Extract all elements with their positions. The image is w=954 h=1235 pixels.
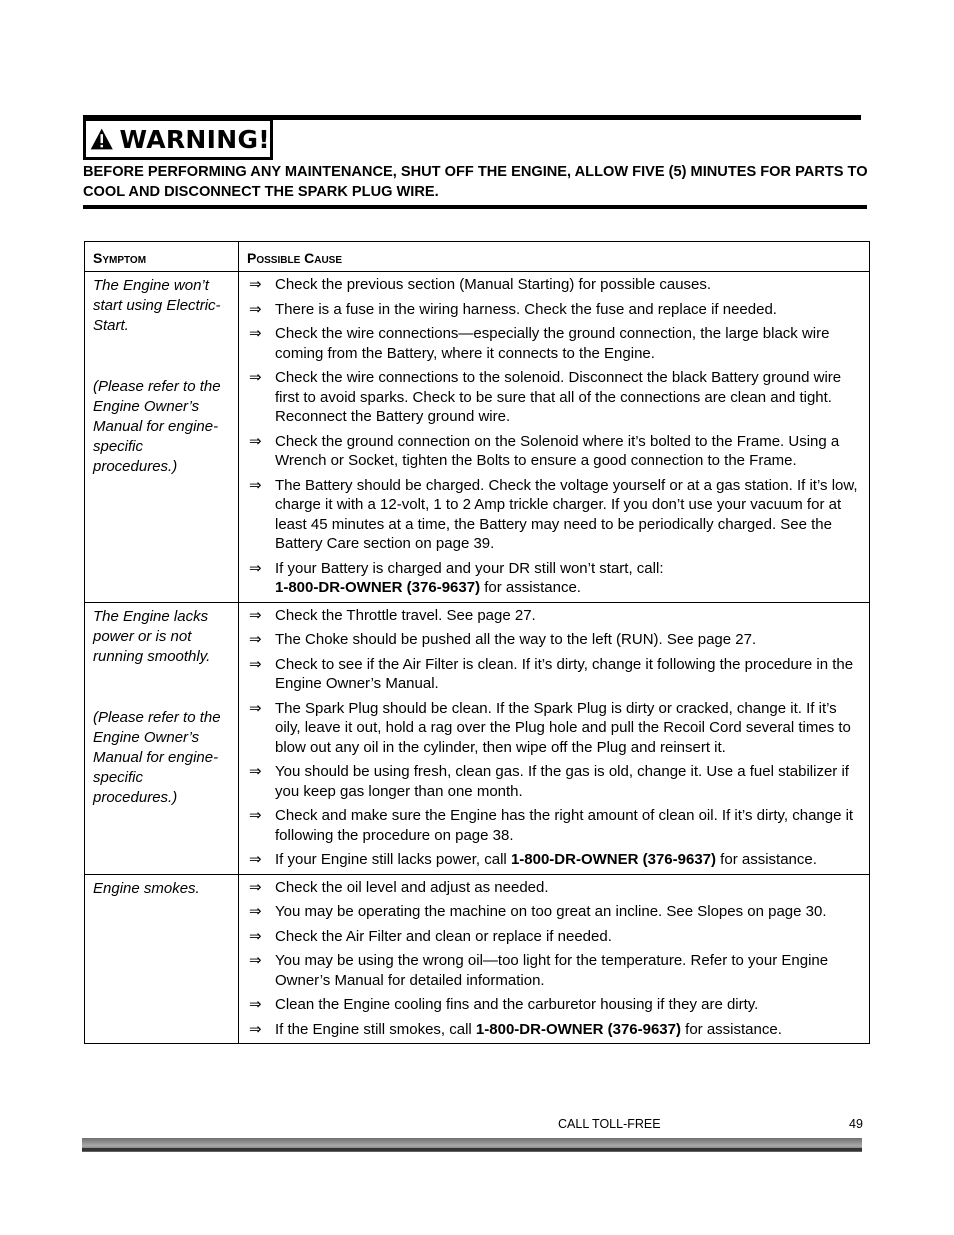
phone-number: 1-800-DR-OWNER (376-9637) — [275, 579, 481, 596]
cause-text: Check the oil level and adjust as needed. — [275, 878, 549, 896]
page-number: 49 — [849, 1117, 863, 1131]
arrow-right-icon: ⇒ — [249, 654, 262, 673]
arrow-right-icon: ⇒ — [249, 605, 262, 624]
arrow-right-icon: ⇒ — [249, 698, 262, 717]
list-item — [247, 850, 861, 870]
arrow-right-icon: ⇒ — [249, 1019, 262, 1038]
cause-text-after: for assistance. — [480, 579, 581, 596]
table-body — [85, 272, 870, 1044]
list-item — [247, 476, 861, 554]
list-item — [247, 655, 861, 694]
arrow-right-icon: ⇒ — [249, 630, 262, 648]
arrow-right-icon: ⇒ — [249, 877, 262, 896]
footer-bar-shadow — [82, 1148, 862, 1151]
list-item — [247, 927, 861, 947]
warning-banner — [83, 118, 273, 160]
arrow-right-icon: ⇒ — [249, 275, 262, 293]
cause-text: If your Battery is charged and your DR still won’t start, call: — [275, 559, 664, 577]
cause-text: Check the wire connections to the solenoid. Disconnect the black Battery ground wire first to avoid sparks. Check to be sure that all of the connections are clean and tight. Reconnect the Battery ground wire. — [275, 369, 842, 425]
arrow-right-icon: ⇒ — [249, 762, 262, 780]
symptom-note: (Please refer to the Engine Owner’s Manual for engine-specific procedures.) — [93, 378, 221, 475]
arrow-right-icon: ⇒ — [249, 475, 262, 494]
arrow-right-icon: ⇒ — [249, 368, 262, 386]
cause-text: You should be using fresh, clean gas. If the gas is old, change it. Use a fuel stabilizer if you keep gas longer than one month. — [275, 763, 849, 800]
cause-list — [247, 275, 861, 598]
arrow-right-icon: ⇒ — [249, 902, 262, 920]
table-header-row — [85, 242, 870, 272]
list-item — [247, 630, 861, 650]
arrow-right-icon: ⇒ — [249, 995, 262, 1013]
cause-text: The Choke should be pushed all the way to the left (RUN). See page 27. — [275, 631, 757, 648]
cause-cell — [239, 602, 870, 874]
warning-triangle-icon — [90, 123, 113, 155]
symptom-note: (Please refer to the Engine Owner’s Manual for engine-specific procedures.) — [93, 708, 221, 806]
phone-number: 1-800-DR-OWNER (376-9637) — [475, 1020, 681, 1038]
cause-text: The Spark Plug should be clean. If the Spark Plug is dirty or cracked, change it. If it’s oily, leave it out, hold a rag over the Plug hole and pull the Recoil Cord several times to blow out any oil in the cylinder, then wipe off the Plug and reinsert it. — [275, 699, 851, 756]
cause-list — [247, 878, 861, 1040]
list-item — [247, 324, 861, 363]
list-item — [247, 699, 861, 758]
symptom-spacer — [93, 336, 230, 377]
list-item — [247, 762, 861, 801]
arrow-right-icon: ⇒ — [249, 926, 262, 945]
symptom-cell — [85, 272, 239, 603]
arrow-right-icon: ⇒ — [249, 850, 262, 868]
cause-text: Check the previous section (Manual Starting) for possible causes. — [275, 276, 712, 293]
cause-cell — [239, 272, 870, 603]
cause-text: If the Engine still smokes, call — [275, 1020, 476, 1038]
list-item — [247, 559, 861, 598]
cause-text: Clean the Engine cooling fins and the carburetor housing if they are dirty. — [275, 996, 759, 1013]
cause-text: Check the Air Filter and clean or replace if needed. — [275, 927, 612, 945]
list-item — [247, 432, 861, 471]
symptom-text: The Engine lacks power or is not running smoothly. — [93, 607, 211, 665]
troubleshooting-table — [84, 241, 870, 1044]
arrow-right-icon: ⇒ — [249, 431, 262, 450]
footer-label: CALL TOLL-FREE — [558, 1117, 661, 1131]
cause-cell — [239, 874, 870, 1044]
arrow-right-icon: ⇒ — [249, 324, 262, 342]
cause-list — [247, 606, 861, 870]
cause-text-after: for assistance. — [716, 851, 817, 868]
cause-text: Check the Throttle travel. See page 27. — [275, 606, 536, 624]
arrow-right-icon: ⇒ — [249, 558, 262, 577]
symptom-spacer — [93, 667, 230, 708]
cause-text: Check to see if the Air Filter is clean. If it’s dirty, change it following the procedure in the Engine Owner’s Manual. — [275, 655, 854, 692]
list-item — [247, 878, 861, 898]
symptom-cell — [85, 874, 239, 1044]
list-item — [247, 275, 861, 295]
cause-text-after: for assistance. — [681, 1020, 782, 1038]
cause-text: If your Engine still lacks power, call — [275, 851, 511, 868]
header-symptom: Symptom — [85, 242, 239, 272]
table-row — [85, 874, 870, 1044]
list-item — [247, 951, 861, 990]
phone-number: 1-800-DR-OWNER (376-9637) — [510, 851, 717, 868]
warning-text: BEFORE PERFORMING ANY MAINTENANCE, SHUT OFF THE ENGINE, ALLOW FIVE (5) MINUTES FOR PARTS TO COOL AND DISCONNECT THE SPARK PLUG WIRE. — [83, 164, 868, 200]
arrow-right-icon: ⇒ — [249, 299, 262, 318]
list-item — [247, 606, 861, 626]
list-item — [247, 1020, 861, 1040]
arrow-right-icon: ⇒ — [249, 806, 262, 824]
cause-text: There is a fuse in the wiring harness. Check the fuse and replace if needed. — [275, 300, 777, 318]
table-row — [85, 272, 870, 603]
arrow-right-icon: ⇒ — [249, 951, 262, 969]
symptom-text: Engine smokes. — [93, 879, 200, 897]
table-row — [85, 602, 870, 874]
symptom-text: The Engine won’t start using Electric-Start. — [93, 277, 221, 334]
list-item — [247, 806, 861, 845]
cause-text: Check the wire connections—especially the ground connection, the large black wire coming from the Battery, where it connects to the Engine. — [275, 325, 830, 362]
list-item — [247, 995, 861, 1015]
warning-title: WARNING! — [119, 124, 270, 154]
cause-text: You may be using the wrong oil—too light for the temperature. Refer to your Engine Owner’s Manual for detailed information. — [275, 952, 829, 989]
list-item — [247, 300, 861, 320]
list-item — [247, 902, 861, 922]
cause-text: You may be operating the machine on too great an incline. See Slopes on page 30. — [275, 903, 827, 920]
list-item — [247, 368, 861, 427]
cause-text: Check the ground connection on the Solenoid where it’s bolted to the Frame. Using a Wrench or Socket, tighten the Bolts to ensure a good connection to the Frame. — [275, 432, 840, 469]
cause-text: The Battery should be charged. Check the voltage yourself or at a gas station. If it’s low, charge it with a 12-volt, 1 to 2 Amp trickle charger. If you don’t use your vacuum for at least 45 minutes at a time, the Battery may need to be periodically charged. See the Battery Care section on page 39. — [275, 476, 858, 552]
header-possible-cause: Possible Cause — [239, 242, 870, 272]
cause-text: Check and make sure the Engine has the right amount of clean oil. If it’s dirty, change it following the procedure on page 38. — [275, 807, 854, 844]
symptom-cell — [85, 602, 239, 874]
warning-bottom-rule — [83, 205, 867, 209]
